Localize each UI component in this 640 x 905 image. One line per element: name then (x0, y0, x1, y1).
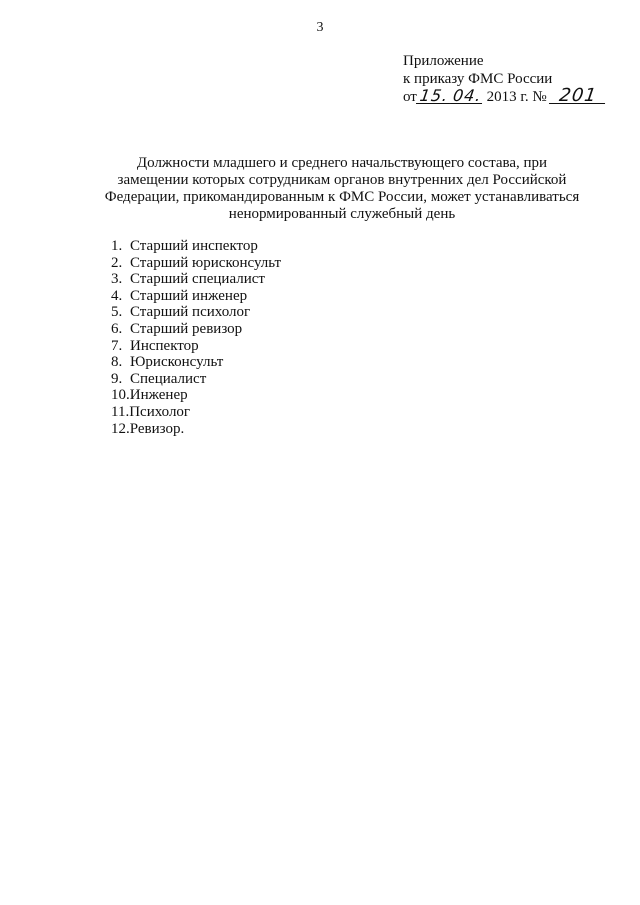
list-item (111, 338, 281, 355)
item-number: 7. (111, 337, 123, 354)
date-year: 2013 г. № (486, 89, 547, 105)
item-text: Инженер (129, 387, 188, 404)
list-item (111, 371, 281, 388)
list-item (111, 321, 281, 338)
item-text: Старший юрисконсульт (130, 254, 282, 271)
list-item (111, 238, 281, 255)
item-text: Юрисконсульт (130, 354, 224, 371)
item-text: Старший инспектор (130, 238, 258, 254)
title-line-1: Должности младшего и среднего начальствующего состава, при (136, 155, 548, 171)
appendix-date-line (403, 85, 606, 106)
item-text: Специалист (130, 370, 207, 387)
item-text: Старший психолог (130, 304, 251, 321)
item-number: 10. (111, 387, 130, 404)
handwritten-month: 04. (451, 86, 483, 105)
item-number: 4. (111, 287, 123, 304)
appendix-label: Приложение (403, 53, 484, 69)
appendix-order-ref: к приказу ФМС России (403, 71, 553, 87)
appendix-header (403, 52, 606, 106)
item-number: 2. (111, 254, 123, 271)
item-number: 1. (111, 238, 123, 254)
handwritten-day: 15. (416, 89, 452, 104)
document-title (90, 155, 594, 223)
item-number: 12. (111, 420, 130, 437)
list-item (111, 387, 281, 404)
item-text: Старший специалист (130, 271, 265, 288)
item-number: 3. (111, 271, 123, 288)
item-number: 8. (111, 354, 123, 371)
item-number: 9. (111, 370, 123, 387)
date-prefix: от (403, 89, 417, 105)
item-number: 11. (111, 403, 130, 420)
handwritten-order-number: 201 (549, 89, 607, 104)
list-item (111, 304, 281, 321)
item-text: Инспектор (130, 337, 199, 354)
title-line-3: Федерации, прикомандированным к ФМС России, может устанавливаться (104, 189, 580, 205)
item-number: 5. (111, 304, 123, 321)
item-text: Ревизор. (129, 420, 185, 437)
title-line-2: замещении которых сотрудникам органов внутренних дел Российской (117, 172, 567, 188)
item-number: 6. (111, 320, 123, 337)
list-item (111, 271, 281, 288)
title-line-4: ненормированный служебный день (228, 206, 456, 222)
list-item (111, 404, 281, 421)
list-item (111, 354, 281, 371)
list-item (111, 255, 281, 272)
list-item (111, 288, 281, 305)
item-text: Психолог (129, 403, 191, 420)
positions-list (111, 238, 281, 437)
page-number: 3 (316, 20, 324, 35)
item-text: Старший инженер (130, 287, 248, 304)
item-text: Старший ревизор (130, 320, 243, 337)
list-item (111, 421, 281, 438)
